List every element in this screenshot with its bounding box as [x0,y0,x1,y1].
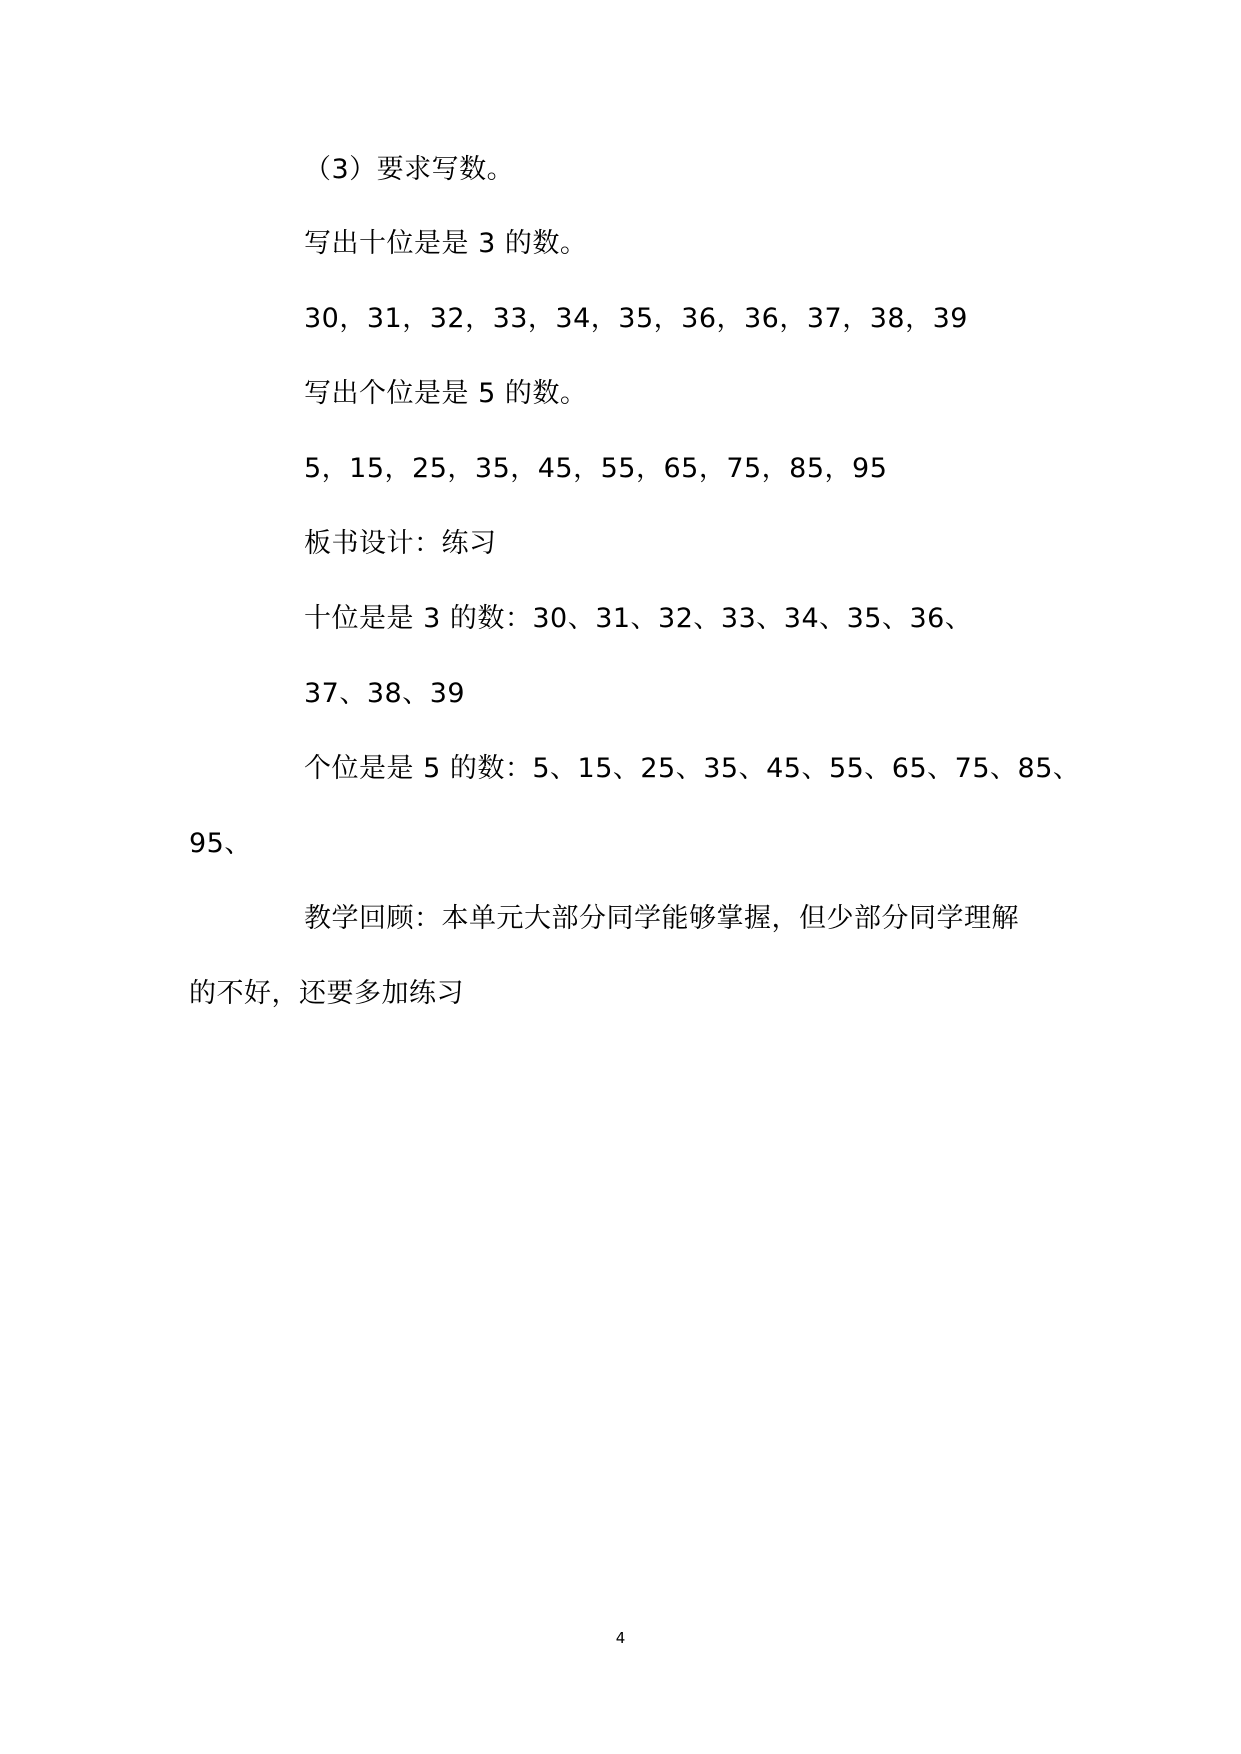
page-number: 4 [615,1629,626,1647]
instruction-ones-digit: 写出个位是是 5 的数。 [304,378,588,409]
instruction-tens-digit: 写出十位是是 3 的数。 [304,228,588,259]
blackboard-tens-line-1: 十位是是 3 的数：30、31、32、33、34、35、36、 [304,603,973,634]
answer-tens-digit: 30，31，32，33，34，35，36，36，37，38，39 [304,303,968,334]
section-heading: （3）要求写数。 [304,154,515,185]
blackboard-design-heading: 板书设计：练习 [304,528,497,559]
answer-ones-digit: 5，15，25，35，45，55，65，75，85，95 [304,453,888,484]
blackboard-ones-line-1: 个位是是 5 的数：5、15、25、35、45、55、65、75、85、 [304,753,1081,784]
blackboard-ones-line-2: 95、 [189,828,252,859]
blackboard-tens-line-2: 37、38、39 [304,678,466,709]
teaching-review-line-1: 教学回顾：本单元大部分同学能够掌握，但少部分同学理解 [304,903,1019,934]
teaching-review-line-2: 的不好，还要多加练习 [189,978,464,1009]
